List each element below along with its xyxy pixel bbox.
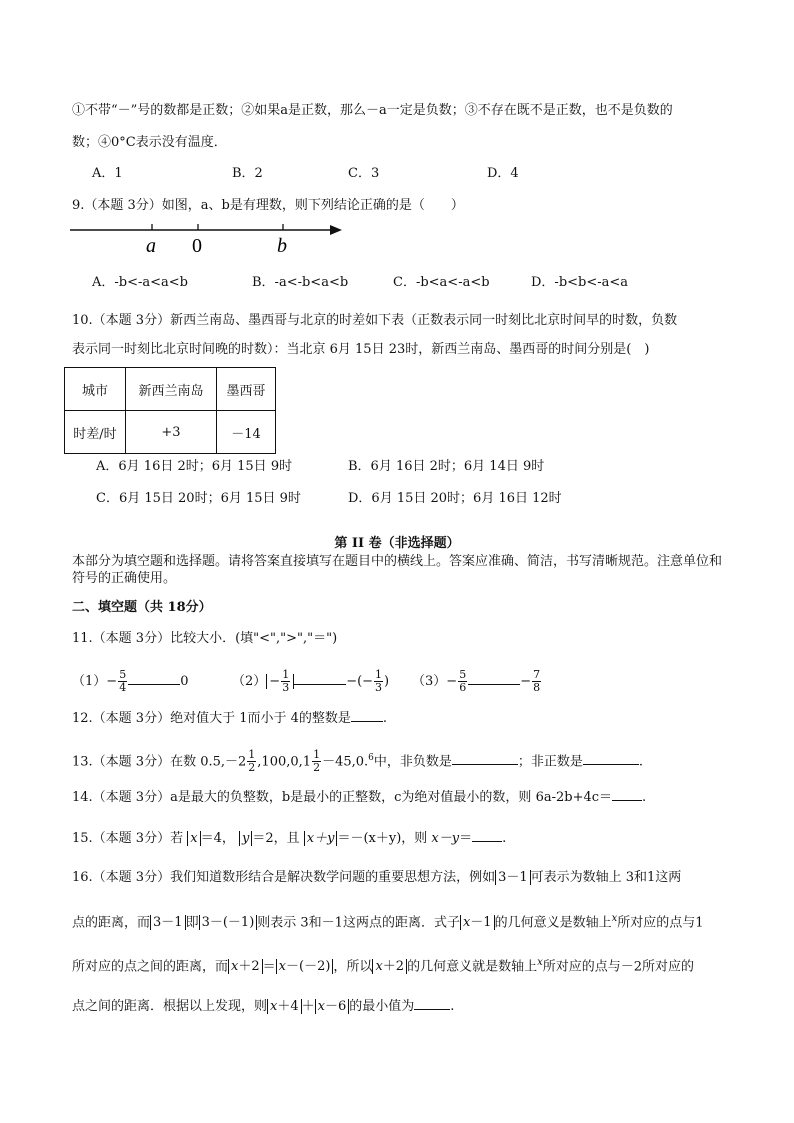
q16-l2b: 即 xyxy=(185,915,199,931)
table-row xyxy=(65,411,276,454)
table-cell: 墨西哥 xyxy=(217,368,276,411)
label-zero: 0 xyxy=(192,235,202,257)
q11-part1-label: （1） xyxy=(72,674,107,689)
q8-option-c: C．3 xyxy=(348,166,380,181)
q10-option-a: A．6月 16日 2时；6月 15日 9时 xyxy=(96,459,293,474)
table-cell: －14 xyxy=(217,411,276,454)
q16-end: . xyxy=(450,999,455,1014)
q8-option-b: B．2 xyxy=(232,166,263,181)
fraction-1-2-b: $\frac{1}{2}$ xyxy=(313,748,321,775)
q12-stem xyxy=(72,707,387,729)
q10-option-b: B．6月 16日 2时；6月 14日 9时 xyxy=(348,459,545,474)
q16-l1a: 16.（本题 3分）我们知道数形结合是解决数学问题的重要思想方法，例如 xyxy=(72,870,496,885)
q13-lead: 13.（本题 3分）在数 0.5,－2 xyxy=(72,754,247,770)
label-a: a xyxy=(146,235,156,257)
q16-l4a: 点之间的距离．根据以上发现，则 xyxy=(72,999,268,1014)
q9-option-d: D．-b<b<-a<a xyxy=(531,275,629,290)
fraction-7-8: $\frac{7}{8}$ xyxy=(533,668,541,694)
q16-line4: 点之间的距离．根据以上发现，则 x＋4 ＋ x－6 的最小值为 . xyxy=(72,995,454,1017)
q14-end: . xyxy=(642,790,647,805)
q14-stem xyxy=(72,786,646,808)
q8-option-d: D．4 xyxy=(487,166,519,181)
q16-line1: 16.（本题 3分）我们知道数形结合是解决数学问题的重要思想方法，例如 3－1 可表示为数轴上 3和1这两 xyxy=(72,870,682,885)
q15-stem: 15.（本题 3分）若 x ＝4， y ＝2，且 x＋y ＝－(x＋y)，则 x－y＝ . xyxy=(72,827,506,849)
table-cell: +3 xyxy=(126,411,217,454)
q11-part1: （1）− $\frac{5}{4}$ 0 xyxy=(72,668,189,694)
q16-l1b: 可表示为数轴上 3和1这两 xyxy=(530,870,682,885)
fraction-1-2: $\frac{1}{2}$ xyxy=(248,748,256,775)
q15-lead: 15.（本题 3分）若 xyxy=(72,831,184,846)
q11-part3-label: （3） xyxy=(412,674,447,689)
part2-title: 第 II 卷（非选择题） xyxy=(334,536,460,551)
q11-blank-1[interactable] xyxy=(128,670,180,685)
q15-answer-blank[interactable] xyxy=(472,827,502,842)
part2-instructions: 本部分为填空题和选择题。请将答案直接填写在题目中的横线上。答案应准确、简洁，书写清晰规范。注意单位和符号的正确使用。 xyxy=(72,554,723,586)
q16-l4b: 的最小值为 xyxy=(349,999,415,1014)
q15-cond2: ＝2，且 xyxy=(252,831,300,846)
q12-text: 12.（本题 3分）绝对值大于 1而小于 4的整数是 xyxy=(72,711,351,726)
q16-line3: 所对应的点之间的距离，而 x＋2 ＝ x－(－2) ，所以 x＋2 的几何意义就是数轴上$^x$所对应的点与－2所对应的 xyxy=(72,957,694,975)
q13-nonneg-label: 中，非负数是 xyxy=(373,754,452,770)
label-b: b xyxy=(277,235,287,257)
q16-l3b: ，所以 xyxy=(333,959,373,975)
q15-cond3: ＝－(x＋y)，则 xyxy=(337,831,428,846)
q13-stem: 13.（本题 3分）在数 0.5,－2 $\frac{1}{2}$ ,100,0,1 $\frac{1}{2}$ －45,0.$^6$中，非负数是 ；非正数是 . xyxy=(72,748,644,775)
table-cell: 城市 xyxy=(65,368,126,411)
q9-option-b: B．-a<-b<a<b xyxy=(252,275,349,290)
q16-l2a: 点的距离，而 xyxy=(72,915,151,931)
q13-nonpos-label: ；非正数是 xyxy=(517,754,583,770)
fill-in-section-title: 二、填空题（共 18分） xyxy=(72,600,212,615)
table-row xyxy=(65,368,276,411)
q14-text: 14.（本题 3分）a是最大的负整数，b是最小的正整数，c为绝对值最小的数，则 6a-2b+4c＝ xyxy=(72,790,613,805)
q16-l2d: 的几何意义是数轴上 xyxy=(494,915,612,931)
q10-option-d: D．6月 15日 20时；6月 16日 12时 xyxy=(348,491,562,506)
q10-stem-line2: 表示同一时刻比北京时间晚的时数）：当北京 6月 15日 23时，新西兰南岛、墨西哥的时间分别是( ) xyxy=(72,342,650,357)
time-difference-table xyxy=(64,367,276,454)
fraction-1-3: $\frac{1}{3}$ xyxy=(282,668,290,694)
q15-cond1: ＝4， xyxy=(200,831,235,846)
q13-end: . xyxy=(638,754,644,770)
q11-part3: （3）− $\frac{5}{6}$ − $\frac{7}{8}$ xyxy=(412,668,541,694)
q11-stem: 11.（本题 3分）比较大小．(填"<",">","＝") xyxy=(72,631,338,646)
q12-end: . xyxy=(382,711,388,726)
q16-l3a: 所对应的点之间的距离，而 xyxy=(72,959,229,975)
q15-end: . xyxy=(502,831,507,846)
q11-part2-label: （2） xyxy=(232,674,267,689)
table-cell: 新西兰南岛 xyxy=(126,368,217,411)
q9-option-a: A．-b<-a<a<b xyxy=(92,275,188,290)
q15-eq: ＝ xyxy=(459,831,473,846)
q16-line2: 点的距离，而 3－1 即 3－(－1) 则表示 3和－1这两点的距离．式子 x－1 的几何意义是数轴上$^x$所对应的点与1 xyxy=(72,913,704,931)
fraction-1-3-b: $\frac{1}{3}$ xyxy=(375,668,383,694)
q11-blank-3[interactable] xyxy=(468,670,520,685)
q10-option-c: C．6月 15日 20时；6月 15日 9时 xyxy=(96,491,301,506)
table-cell: 时差/时 xyxy=(65,411,126,454)
q13-tail: －45,0. xyxy=(322,754,369,770)
q13-mid: ,100,0,1 xyxy=(257,754,312,770)
q16-l2e: 所对应的点与1 xyxy=(617,915,704,931)
fraction-5-4: $\frac{5}{4}$ xyxy=(119,668,127,694)
q8-option-a: A．1 xyxy=(92,166,123,181)
q13-nonneg-blank[interactable] xyxy=(452,750,518,765)
q10-stem-line1: 10.（本题 3分）新西兰南岛、墨西哥与北京的时差如下表（正数表示同一时刻比北京时间早的时数，负数 xyxy=(72,313,678,328)
q8-statement-line2: 数；④0°C表示没有温度． xyxy=(72,135,227,150)
q14-answer-blank[interactable] xyxy=(612,786,642,801)
q13-nonpos-blank[interactable] xyxy=(583,750,639,765)
q8-statement-line1: ①不带“－”号的数都是正数；②如果a是正数，那么－a一定是负数；③不存在既不是正数，也不是负数的 xyxy=(72,103,673,118)
q11-blank-2[interactable] xyxy=(294,670,346,685)
q16-l2c: 则表示 3和－1这两点的距离．式子 xyxy=(257,915,460,931)
q9-option-c: C．-b<a<-a<b xyxy=(393,275,490,290)
q12-answer-blank[interactable] xyxy=(351,707,383,722)
fraction-5-6: $\frac{5}{6}$ xyxy=(459,668,467,694)
q9-number-line xyxy=(68,218,368,258)
q16-answer-blank[interactable] xyxy=(414,995,450,1010)
q9-stem: 9.（本题 3分）如图，a、b是有理数，则下列结论正确的是（ ） xyxy=(72,198,464,213)
q16-l3c: 的几何意义就是数轴上 xyxy=(407,959,538,975)
number-line-arrow-icon xyxy=(330,225,342,235)
q16-l3d: 所对应的点与－2所对应的 xyxy=(542,959,694,975)
q11-part2: （2） − $\frac{1}{3}$ −(− $\frac{1}{3}$ ) xyxy=(232,668,390,694)
q11-part1-zero: 0 xyxy=(180,674,189,689)
